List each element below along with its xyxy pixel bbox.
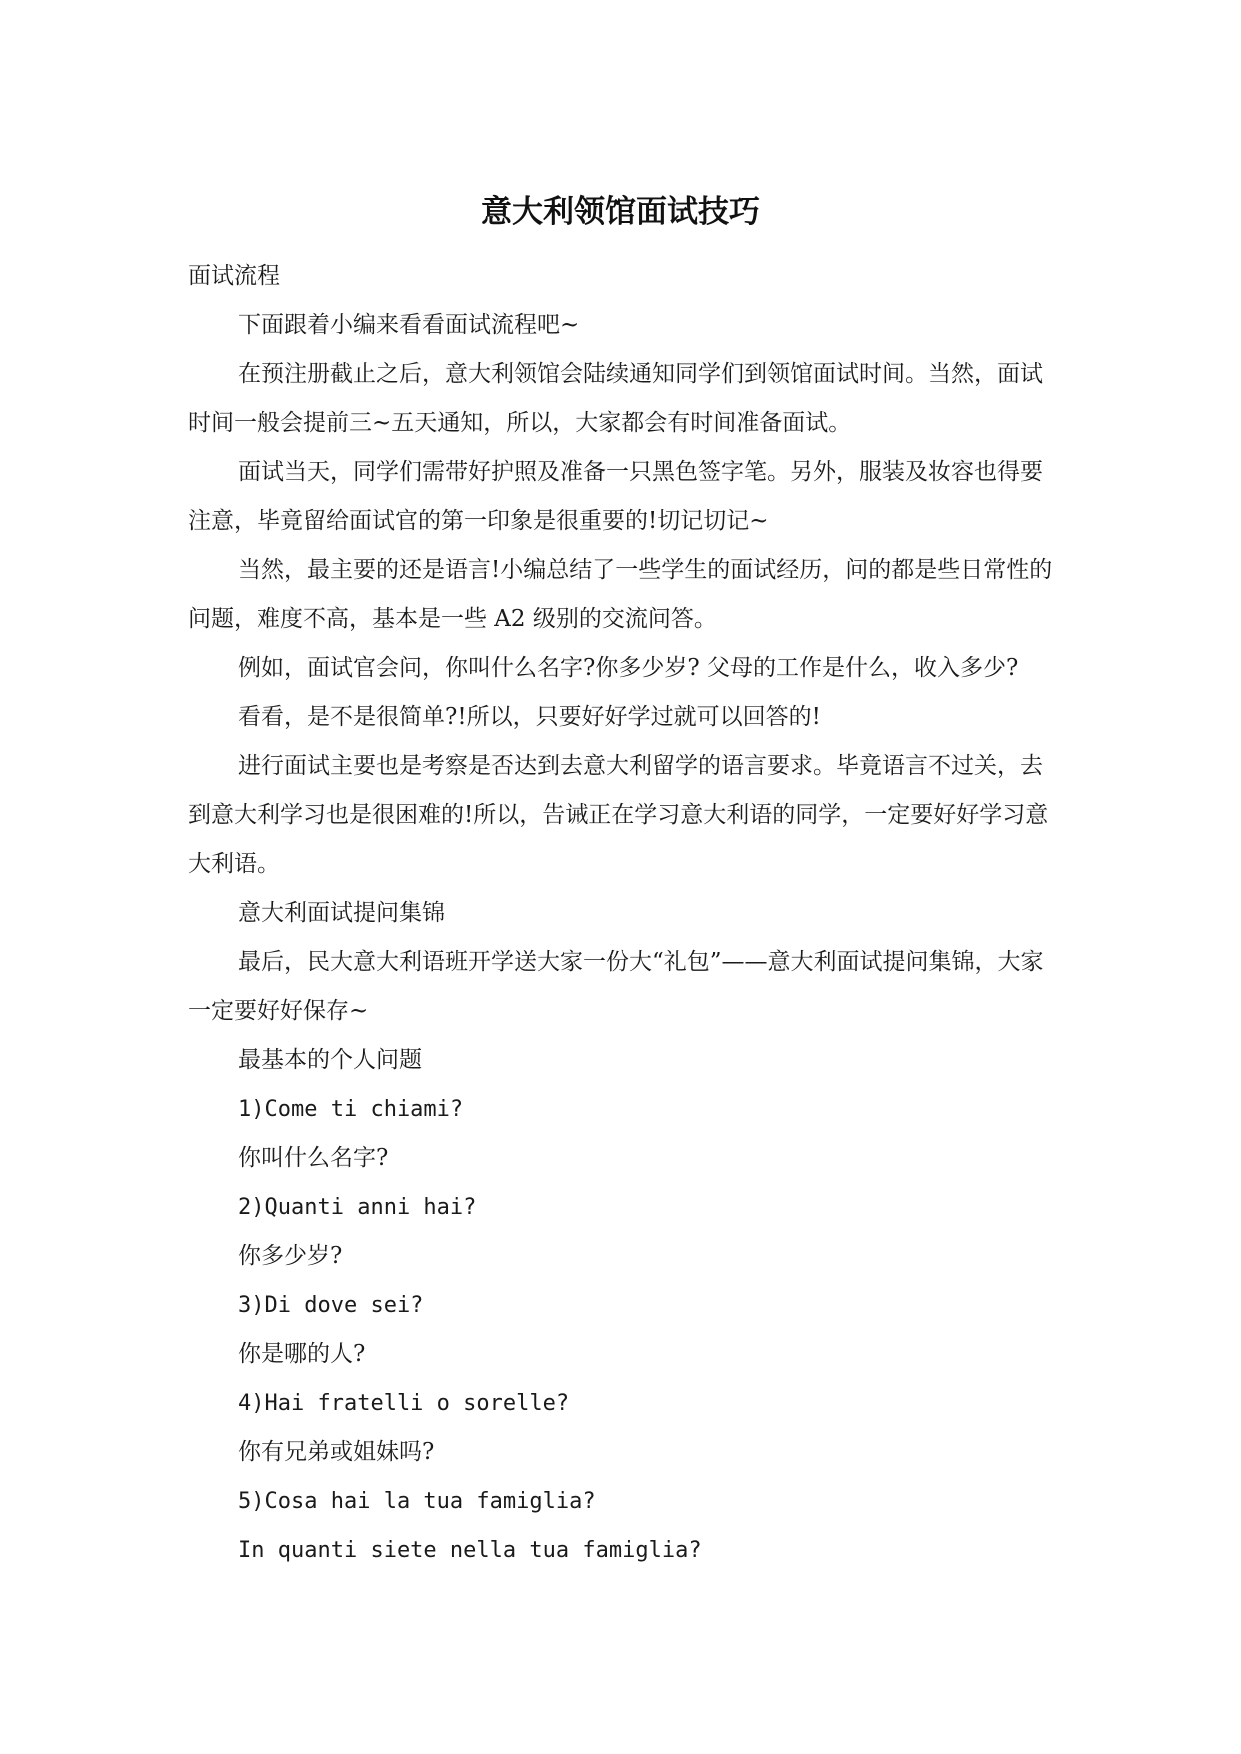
paragraph: 进行面试主要也是考察是否达到去意大利留学的语言要求。毕竟语言不过关，去到意大利学习也是很困难的!所以，告诫正在学习意大利语的同学，一定要好好学习意大利语。: [188, 753, 1049, 877]
paragraph: 下面跟着小编来看看面试流程吧~: [238, 312, 580, 338]
paragraph: 2)Quanti anni hai?: [238, 1195, 477, 1220]
paragraph: 你是哪的人?: [238, 1341, 366, 1367]
paragraph: 看看，是不是很简单?!所以，只要好好学过就可以回答的!: [238, 704, 821, 730]
paragraph: 4)Hai fratelli o sorelle?: [238, 1391, 570, 1416]
paragraph: 面试流程: [188, 263, 280, 289]
paragraph: 最基本的个人问题: [238, 1047, 422, 1073]
document-body: [188, 252, 1056, 1575]
paragraph: 你多少岁?: [238, 1243, 343, 1269]
paragraph: 例如，面试官会问，你叫什么名字?你多少岁? 父母的工作是什么，收入多少?: [238, 655, 1019, 681]
document-title: 意大利领馆面试技巧: [481, 194, 760, 230]
paragraph: 意大利面试提问集锦: [238, 900, 445, 926]
paragraph: 5)Cosa hai la tua famiglia?: [238, 1489, 596, 1514]
paragraph: 1)Come ti chiami?: [238, 1097, 464, 1122]
paragraph: 在预注册截止之后，意大利领馆会陆续通知同学们到领馆面试时间。当然，面试时间一般会提前三~五天通知，所以，大家都会有时间准备面试。: [188, 361, 1043, 436]
paragraph: 当然，最主要的还是语言!小编总结了一些学生的面试经历，问的都是些日常性的问题，难度不高，基本是一些 A2 级别的交流问答。: [188, 557, 1053, 632]
paragraph: In quanti siete nella tua famiglia?: [238, 1538, 702, 1563]
paragraph: 你有兄弟或姐妹吗?: [238, 1439, 435, 1465]
paragraph: 3)Di dove sei?: [238, 1293, 424, 1318]
paragraph: 最后，民大意大利语班开学送大家一份大“礼包”——意大利面试提问集锦，大家一定要好好保存~: [188, 949, 1044, 1024]
paragraph: 面试当天，同学们需带好护照及准备一只黑色签字笔。另外，服装及妆容也得要注意，毕竟留给面试官的第一印象是很重要的!切记切记~: [188, 459, 1043, 534]
paragraph: 你叫什么名字?: [238, 1145, 389, 1171]
